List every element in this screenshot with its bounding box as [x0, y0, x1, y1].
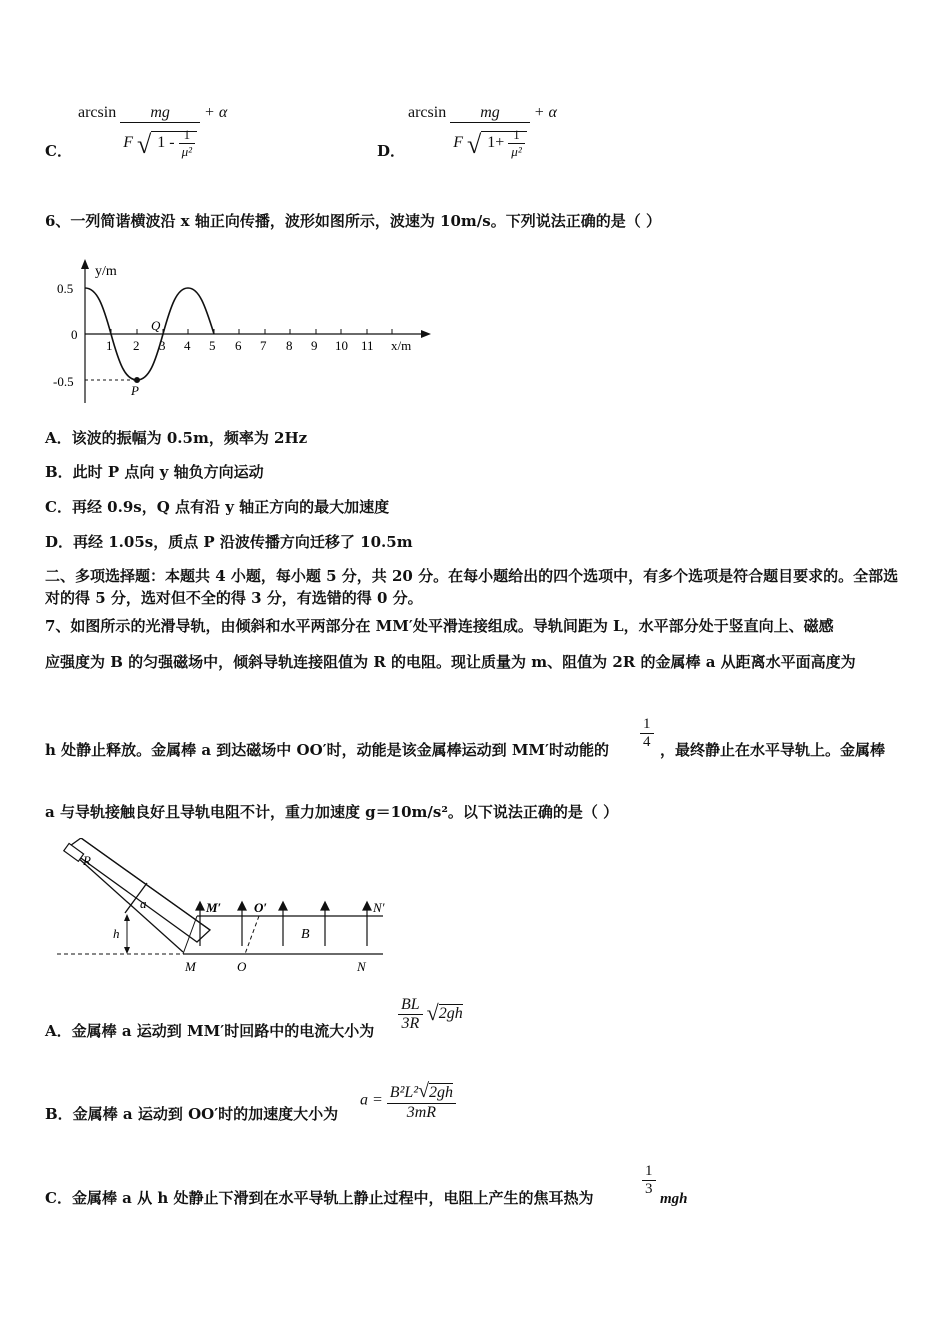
x-axis-arrow [421, 330, 431, 338]
q6-wave-figure [45, 255, 445, 405]
q7-option-a-formula: $\frac{BL}{3R}$ √2gh [398, 996, 463, 1033]
q6-option-b: B．此时 P 点向 y 轴负方向运动 [45, 463, 264, 481]
x-tick-7: 7 [260, 338, 267, 353]
q7-line-4: a 与导轨接触良好且导轨电阻不计，重力加速度 g＝10m/s²。以下说法正确的是（ ） [45, 803, 619, 821]
x-tick-2: 2 [133, 338, 140, 353]
q5-c-func: arcsin [78, 104, 117, 122]
q7-rail-figure [55, 838, 405, 978]
label-n: N [357, 959, 366, 974]
label-n-prime: N′ [373, 900, 385, 915]
section-2-heading: 二、多项选择题：本题共 4 小题，每小题 5 分，共 20 分。在每小题给出的四个选项中，有多个选项是符合题目要求的。全部选对的得 5 分，选对但不全的得 3 分，有选错的得 0 分。 [45, 567, 899, 607]
label-r: R [83, 853, 91, 868]
q6-option-d: D．再经 1.05s，质点 P 沿波传播方向迁移了 10.5m [45, 533, 413, 551]
label-o-prime: O′ [254, 900, 268, 915]
q7-line-2: 应强度为 B 的匀强磁场中，倾斜导轨连接阻值为 R 的电阻。现让质量为 m、阻值为 2R 的金属棒 a 从距离水平面高度为 [45, 653, 856, 671]
height-arrow-down [124, 947, 130, 954]
label-m: M [185, 959, 196, 974]
resistor-symbol [64, 843, 84, 861]
x-tick-6: 6 [235, 338, 242, 353]
label-o: O [237, 959, 247, 974]
q7-option-b-formula: a = $\frac{\text{B²L²√2gh}}{3mR}$ [360, 1080, 456, 1122]
field-arrows [196, 902, 371, 946]
x-tick-1: 1 [106, 338, 113, 353]
point-p-label: P [131, 383, 139, 398]
q5-option-c-label: C． [45, 142, 72, 160]
q7-option-b-text: B．金属棒 a 运动到 OO′时的加速度大小为 [45, 1105, 339, 1123]
q6-option-a: A．该波的振幅为 0.5m，频率为 2Hz [45, 429, 308, 447]
q5-option-d-label: D． [377, 142, 406, 160]
x-axis-label: x/m [391, 338, 412, 353]
q7-option-a-text: A．金属棒 a 运动到 MM′时回路中的电流大小为 [45, 1022, 375, 1040]
label-b: B [301, 927, 310, 942]
label-m-prime: M′ [206, 900, 222, 915]
label-h: h [113, 926, 120, 941]
y-tick-0.5: 0.5 [57, 281, 74, 296]
q7-line-3a: h 处静止释放。金属棒 a 到达磁场中 OO′时，动能是该金属棒运动到 MM′时动能的 [45, 741, 609, 759]
q5-d-fraction: mg F √ 1+ $\frac{1}{\text{μ²}}$ [450, 104, 530, 160]
y-tick-neg0.5: -0.5 [53, 374, 74, 389]
q7-quarter-fraction: $\frac{1}{4}$ [640, 716, 654, 751]
q5-option-c-formula: arcsin mg F √ 1 - $\frac{1}{\text{μ²}}$ + α [78, 104, 228, 160]
q6-option-c: C．再经 0.9s，Q 点有沿 y 轴正方向的最大加速度 [45, 498, 390, 516]
x-tick-4: 4 [184, 338, 191, 353]
q7-option-c-fraction: $\frac{1}{3}$ [642, 1163, 656, 1198]
q7-line-1: 7、如图所示的光滑导轨，由倾斜和水平两部分在 MM′处平滑连接组成。导轨间距为 L，水平部分处于竖直向上、磁感 [45, 617, 834, 635]
y-axis-arrow [81, 259, 89, 269]
y-axis-label: y/m [95, 264, 117, 279]
q5-option-d-formula: arcsin mg F √ 1+ $\frac{1}{\text{μ²}}$ + α [408, 104, 557, 160]
x-tick-10: 10 [335, 338, 348, 353]
x-tick-9: 9 [311, 338, 318, 353]
q7-line-3b: ，最终静止在水平导轨上。金属棒 [660, 741, 886, 759]
height-arrow-up [124, 914, 130, 921]
q5-d-func: arcsin [408, 104, 447, 122]
q6-stem: 6、一列简谐横波沿 x 轴正向传播，波形如图所示，波速为 10m/s。下列说法正确的是（ ） [45, 212, 661, 230]
y-tick-0: 0 [71, 327, 78, 342]
x-tick-11: 11 [361, 338, 374, 353]
label-a: a [140, 896, 147, 911]
q5-c-fraction: mg F √ 1 - $\frac{1}{\text{μ²}}$ [120, 104, 200, 160]
x-tick-8: 8 [286, 338, 293, 353]
q7-option-c-tail: mgh [660, 1191, 688, 1207]
x-tick-3: 3 [159, 338, 166, 353]
point-q-label: Q [151, 318, 161, 333]
q7-option-c-text: C．金属棒 a 从 h 处静止下滑到在水平导轨上静止过程中，电阻上产生的焦耳热为 [45, 1189, 594, 1207]
x-tick-5: 5 [209, 338, 216, 353]
mm-line [183, 916, 197, 954]
oo-dashed-line [245, 916, 259, 954]
